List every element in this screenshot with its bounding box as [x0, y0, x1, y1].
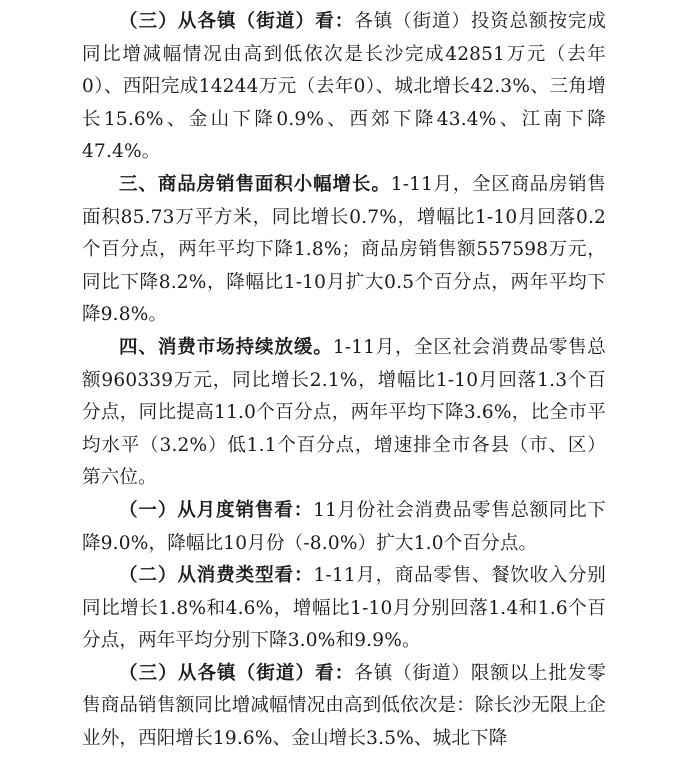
- paragraph-consumption-type: [82, 560, 606, 658]
- paragraph-town-investment: [82, 6, 606, 169]
- paragraph-heading: （三）从各镇（街道）看：: [119, 11, 355, 32]
- paragraph-heading: （三）从各镇（街道）看：: [119, 662, 355, 684]
- paragraph-heading: （二）从消费类型看：: [119, 565, 314, 587]
- paragraph-body: 11月份社会消费品零售总额同比下降9.0%，降幅比10月份（-8.0%）扩大1.0个百分点。: [82, 499, 606, 554]
- paragraph-heading: （一）从月度销售看：: [119, 499, 314, 521]
- paragraph-body: 1-11月，全区商品房销售面积85.73万平方米，同比增长0.7%，增幅比1-10月回落0.2个百分点，两年平均下降1.8%；商品房销售额557598万元，同比下降8.2%，降幅比1-10月扩大0.5个百分点，两年平均下降9.8%。: [82, 173, 606, 326]
- paragraph-body: 各镇（街道）限额以上批发零售商品销售额同比增减幅情况由高到低依次是：除长沙无限上企业外，西阳增长19.6%、金山增长3.5%、城北下降: [82, 662, 606, 750]
- paragraph-heading: 三、商品房销售面积小幅增长。: [119, 173, 391, 195]
- paragraph-consumer-market: [82, 332, 606, 495]
- paragraph-heading: 四、消费市场持续放缓。: [119, 336, 333, 358]
- paragraph-town-retail: [82, 658, 606, 756]
- paragraph-body: 1-11月，全区社会消费品零售总额960339万元，同比增长2.1%，增幅比1-10月回落1.3个百分点，同比提高11.0个百分点，两年平均下降3.6%，比全市平均水平（3.2%）低1.1个百分点，增速排全市各县（市、区）第六位。: [82, 336, 607, 489]
- paragraph-monthly-sales: [82, 495, 606, 560]
- document-page: [82, 6, 606, 756]
- paragraph-housing-sales: [82, 169, 606, 332]
- paragraph-body: 1-11月，商品零售、餐饮收入分别同比增长1.8%和4.6%，增幅比1-10月分别回落1.4和1.6个百分点，两年平均分别下降3.0%和9.9%。: [82, 565, 606, 652]
- paragraph-body: 各镇（街道）投资总额按完成同比增减幅情况由高到低依次是长沙完成42851万元（去年0）、西阳完成14244万元（去年0）、城北增长42.3%、三角增长15.6%、金山下降0.9%、西郊下降43.4%、江南下降47.4%。: [82, 11, 606, 163]
